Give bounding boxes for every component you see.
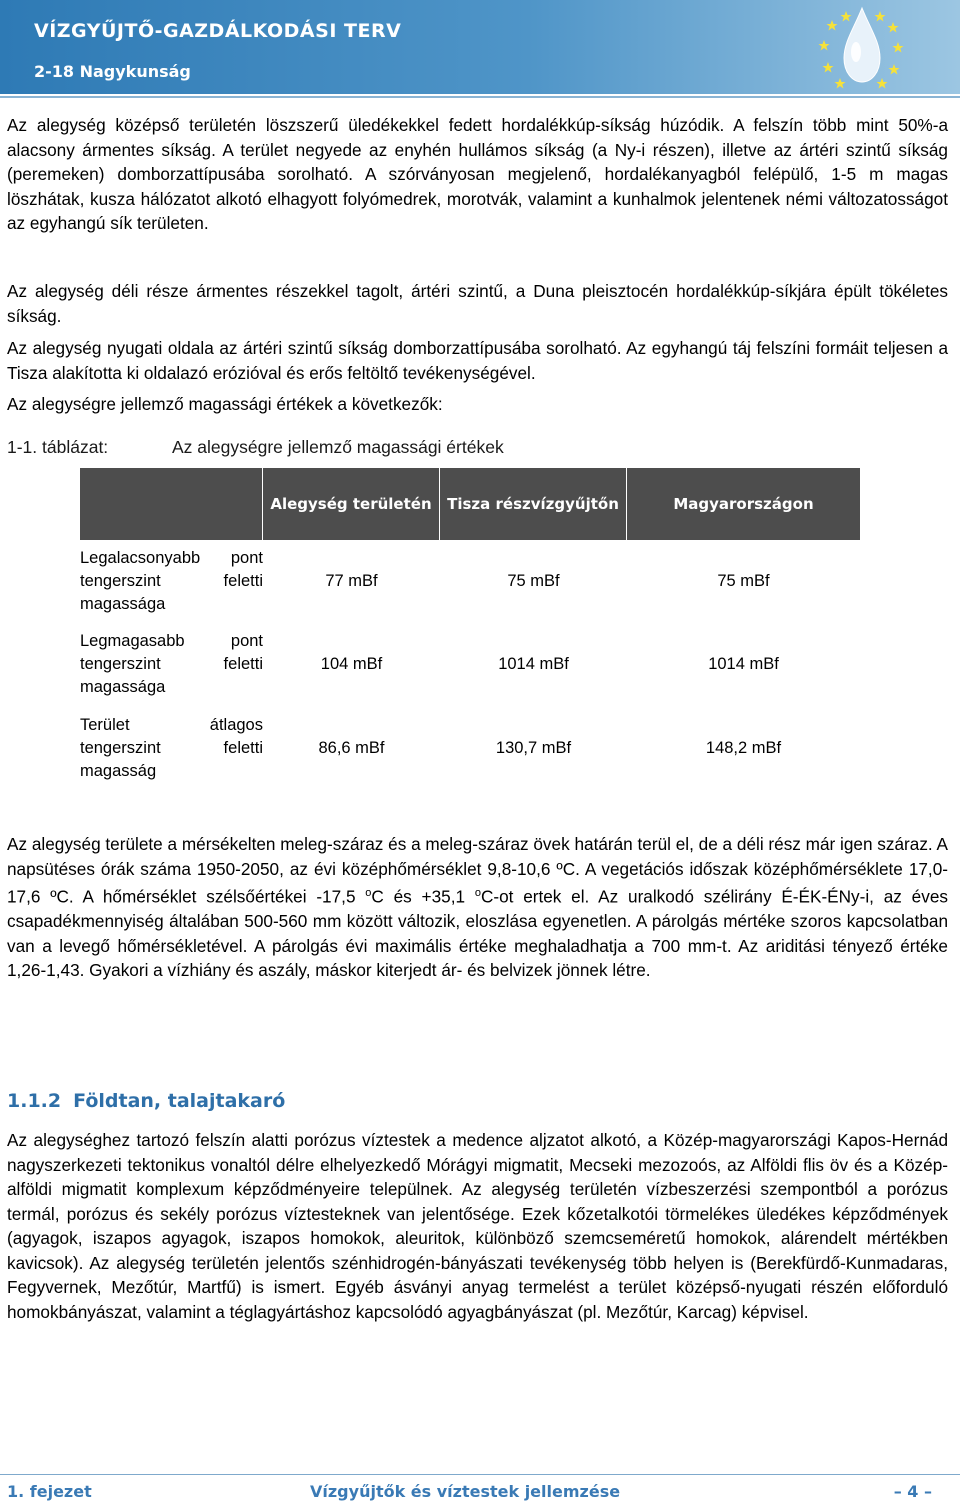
table-cell: 75 mBf (717, 571, 770, 590)
table-row-label: Legmagasabb pont tengerszint feletti magassága (80, 631, 263, 696)
table-cell: 1014 mBf (708, 654, 779, 673)
table-cell: 77 mBf (325, 571, 378, 590)
table-header-tisza: Tisza részvízgyűjtőn (440, 468, 627, 540)
paragraph-intro-table: Az alegységre jellemző magassági értékek a következők: (7, 394, 443, 414)
table-cell: 148,2 mBf (705, 738, 782, 757)
footer-title: Vízgyűjtők és víztestek jellemzése (310, 1482, 621, 1501)
page-header (0, 0, 960, 98)
section-title: Földtan, talajtakaró (73, 1090, 286, 1112)
document-subtitle: 2-18 Nagykunság (34, 62, 191, 81)
paragraph-relief: Az alegység középső területén löszszerű üledékekkel fedett hordalékkúp-síkság húzódik. A felszín több mint 50%-a alacsony ármentes síkság. A terület negyede az enyhén hullámos síkság (a Ny-i részen), illetve az ártéri szintű síkság (peremeken) domborzattípusába sorolható. A szórványosan megjelenő, hordalékanyagból felépülő, 1-5 m magas löszhátak, kusza hálózatot alkotó elhagyott folyómedrek, morotvák, valamint a kunhalmok jelentenek némi változatosságot az egyhangú sík területen. (7, 115, 948, 233)
table-caption (7, 437, 504, 458)
footer-page-number: – 4 – (893, 1482, 932, 1501)
table-row (80, 622, 860, 706)
table-caption-title: Az alegységre jellemző magassági értékek (172, 437, 504, 457)
section-heading (7, 1090, 285, 1112)
table-row (80, 540, 860, 622)
paragraph-climate: Az alegység területe a mérsékelten meleg-száraz és a meleg-száraz övek határán terül el, de a déli rész már igen száraz. A napsütéses órák száma 1950-2050, az évi középhőmérséklet 9,8-10,6 ºC. A vegetációs időszak középhőmérséklete 17,0-17,6 ºC. A hőmérséklet szélsőértékei -17,5 $^o$C és +35,1 $^o$C-ot ertek el. Az uralkodó szélirány É-ÉK-ÉNy-i, az éves csapadékmennyiség általában 500-560 mm között változik, eloszlása egyenetlen. A párolgás mértéke szoros kapcsolatban van a levegő hőmérsékletével. A párolgás évi maximális értéke meghaladhatja a 700 mm-t. Az ariditási tényező értéke 1,26-1,43. Gyakori a vízhiány és aszály, máskor kiterjedt ár- és belvizek jönnek létre. (7, 834, 948, 981)
table-cell: 1014 mBf (498, 654, 569, 673)
section-number: 1.1.2 (7, 1090, 62, 1112)
table-caption-number: 1-1. táblázat: (7, 437, 109, 457)
header-rule (0, 96, 960, 98)
paragraph-geology: Az alegységhez tartozó felszín alatti porózus víztestek a medence aljzatot alkotó, a Közép-magyarországi Kapos-Hernád nagyszerkezeti tektonikus vonaltól délre elhelyezkedő Mórágyi migmatit, Mecseki mezozoós, az Alföldi flis öv és a Közép-alföldi migmatit komplexum képződményeire települnek. Az alegység területén vízbeszerzési szempontból a porózus termál, porózus és sekély porózus víztesteknek van jelentősége. Ezek kőzetalkotói törmelékes üledékes képződmények (agyagok, iszapos agyagok, iszapos homokok, aleuritok, különböző szemcseméretű homokok, alárendelt mértékben kavicsok). Az alegység területén jelentős szénhidrogén-bányászati tevékenység több helyen is (Berekfürdő-Kunmadaras, Fegyvernek, Mezőtúr, Martfű) is ismert. Egyéb ásványi anyag termelést a terület középső-nyugati részén előforduló homokbányászat, valamint a téglagyártáshoz kapcsolódó agyagbányászat (pl. Mezőtúr, Karcag) képvisel. (7, 1130, 948, 1322)
table-header-corner (80, 468, 263, 540)
table-cell: 86,6 mBf (318, 738, 385, 757)
page-footer (0, 1480, 960, 1508)
table-header-subunit: Alegység területén (263, 468, 440, 540)
table-header-hungary: Magyarországon (627, 468, 860, 540)
paragraph-west: Az alegység nyugati oldala az ártéri szintű síkság domborzattípusába sorolható. Az egyhangú táj felszíni formáit teljesen a Tisza alakította ki oldalazó erózióval és erős feltöltő tevékenységével. (7, 338, 948, 383)
footer-rule (0, 1474, 960, 1475)
eu-water-drop-logo-icon (810, 2, 910, 92)
footer-chapter: 1. fejezet (7, 1482, 92, 1501)
table-cell: 130,7 mBf (495, 738, 572, 757)
paragraph-south: Az alegység déli része ármentes részekkel tagolt, ártéri szintű, a Duna pleisztocén hordalékkúp-síkjára épült tökéletes síkság. (7, 281, 948, 326)
table-cell: 75 mBf (507, 571, 560, 590)
table-row-label: Legalacsonyabb pont tengerszint feletti magassága (80, 548, 263, 613)
document-title: VÍZGYŰJTŐ-GAZDÁLKODÁSI TERV (34, 20, 402, 42)
table-row-label: Terület átlagos tengerszint feletti magasság (80, 715, 263, 780)
table-row (80, 706, 860, 790)
table-cell: 104 mBf (320, 654, 383, 673)
elevation-table (80, 468, 860, 790)
